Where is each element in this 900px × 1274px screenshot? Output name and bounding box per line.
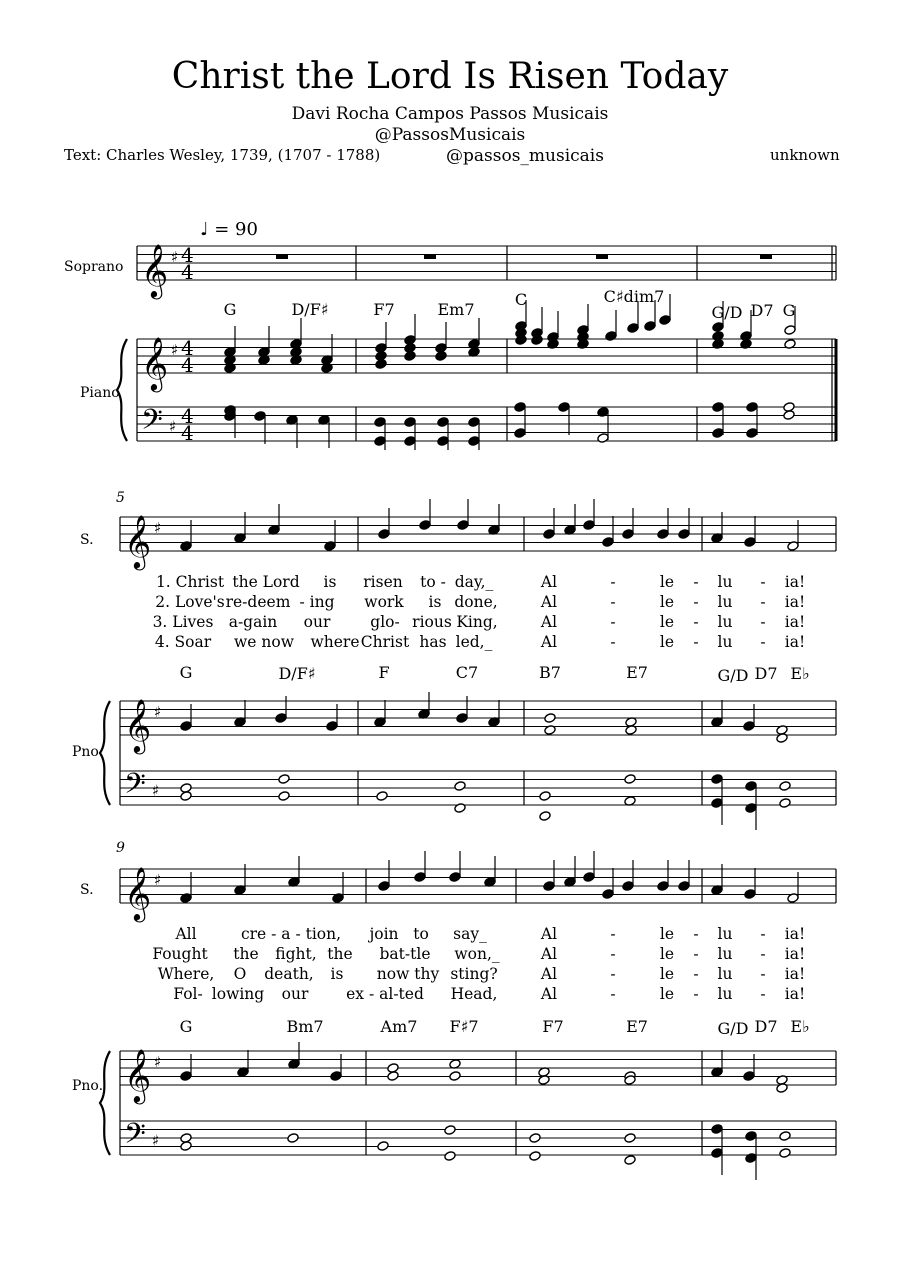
lyric-syllable: All xyxy=(175,925,197,943)
lyric-syllable: - xyxy=(610,593,616,611)
lyric-syllable: - xyxy=(693,633,699,651)
lyric-syllable: is xyxy=(323,573,337,591)
time-signature: 4 xyxy=(181,336,194,360)
lyric-syllable: work xyxy=(364,593,404,611)
notehead xyxy=(627,323,639,334)
lyric-syllable: Fought xyxy=(152,945,208,963)
key-signature: ♯ xyxy=(169,417,177,436)
notehead xyxy=(404,417,416,428)
lyric-syllable: a-gain xyxy=(228,613,278,631)
key-signature: ♯ xyxy=(152,781,160,800)
notehead xyxy=(468,417,480,428)
lyric-syllable: lu xyxy=(717,985,733,1003)
notehead xyxy=(404,436,416,447)
notehead xyxy=(544,713,556,724)
notehead xyxy=(437,436,449,447)
lyric-syllable: lu xyxy=(717,633,733,651)
score-title: Christ the Lord Is Risen Today xyxy=(171,56,729,97)
notehead xyxy=(597,433,609,444)
chord-symbol: Em7 xyxy=(437,300,475,319)
lyric-syllable: - xyxy=(693,985,699,1003)
chord-symbol: Bm7 xyxy=(286,1017,324,1036)
notehead xyxy=(457,520,469,531)
chord-symbol: G xyxy=(179,1017,193,1036)
treble-clef: 𝄞 xyxy=(124,514,152,568)
notehead xyxy=(657,529,669,540)
lyric-syllable: le xyxy=(659,965,675,983)
chord-symbol: F♯7 xyxy=(449,1017,479,1036)
social-handle-1: @PassosMusicais xyxy=(374,125,526,145)
piano-label-short: Pno. xyxy=(72,744,104,760)
lyric-syllable: now thy xyxy=(376,965,440,983)
notehead xyxy=(583,520,595,531)
key-signature: ♯ xyxy=(154,1053,162,1071)
lyric-syllable: glo- xyxy=(370,613,400,631)
lyric-syllable: join xyxy=(369,925,399,943)
composer-credit: unknown xyxy=(770,146,840,164)
notehead xyxy=(745,781,757,792)
lyric-syllable: ia! xyxy=(784,573,806,591)
notehead xyxy=(180,1071,192,1082)
lyric-syllable: - xyxy=(693,613,699,631)
notehead xyxy=(712,428,724,439)
chord-symbol: D7 xyxy=(750,301,774,320)
chord-symbol: F7 xyxy=(373,300,395,319)
notehead xyxy=(180,1141,192,1152)
notehead xyxy=(711,798,723,809)
lyric-syllable: ia! xyxy=(784,613,806,631)
notehead xyxy=(712,402,724,413)
chord-symbol: D/F♯ xyxy=(278,664,316,683)
lyric-syllable: the Lord xyxy=(232,573,300,591)
notehead xyxy=(543,881,555,892)
notehead xyxy=(622,529,634,540)
lyric-syllable: le xyxy=(659,945,675,963)
lyric-syllable: ia! xyxy=(784,965,806,983)
notehead xyxy=(740,331,752,342)
piano-label-short: Pno. xyxy=(72,1078,104,1094)
tempo-value: = 90 xyxy=(214,219,258,240)
chord-symbol: D/F♯ xyxy=(291,300,329,319)
chord-symbol: C xyxy=(514,290,528,309)
notehead xyxy=(444,1151,456,1162)
notehead xyxy=(602,537,614,548)
lyricist-credit: Text: Charles Wesley, 1739, (1707 - 1788) xyxy=(64,146,381,164)
notehead xyxy=(539,811,551,822)
bass-clef: 𝄢 xyxy=(141,403,163,444)
key-signature: ♯ xyxy=(171,248,179,266)
key-signature: ♯ xyxy=(154,519,162,537)
lyric-syllable: Al xyxy=(540,573,558,591)
arranger-credit: Davi Rocha Campos Passos Musicais xyxy=(291,104,609,124)
time-signature: 4 xyxy=(181,353,194,377)
bass-clef: 𝄢 xyxy=(124,767,146,808)
lyric-syllable: 3. Lives xyxy=(152,613,214,631)
lyric-syllable: Al xyxy=(540,985,558,1003)
notehead xyxy=(435,343,447,354)
lyric-syllable: is xyxy=(428,593,442,611)
notehead xyxy=(543,529,555,540)
notehead xyxy=(744,889,756,900)
notehead xyxy=(456,713,468,724)
lyric-syllable: - xyxy=(693,573,699,591)
lyric-syllable: - xyxy=(610,985,616,1003)
treble-clef: 𝄞 xyxy=(124,866,152,920)
lyric-syllable: - xyxy=(610,613,616,631)
notehead xyxy=(180,791,192,802)
soprano-label-short: S. xyxy=(80,882,94,898)
lyric-syllable: lu xyxy=(717,593,733,611)
lyric-syllable: le xyxy=(659,573,675,591)
lyric-syllable: to xyxy=(413,925,429,943)
notehead xyxy=(744,537,756,548)
lyric-syllable: le xyxy=(659,925,675,943)
notehead xyxy=(746,402,758,413)
lyric-syllable: ia! xyxy=(784,593,806,611)
notehead xyxy=(330,1071,342,1082)
treble-clef: 𝄞 xyxy=(141,336,169,390)
lyric-syllable: - xyxy=(610,633,616,651)
notehead xyxy=(776,733,788,744)
notehead xyxy=(275,713,287,724)
notehead xyxy=(377,1141,389,1152)
lyric-syllable: lu xyxy=(717,573,733,591)
lyric-syllable: - xyxy=(760,593,766,611)
chord-symbol: G xyxy=(782,301,796,320)
lyric-syllable: ia! xyxy=(784,925,806,943)
notehead xyxy=(514,428,526,439)
lyric-syllable: rious xyxy=(412,613,452,631)
chord-symbol: G xyxy=(179,663,193,682)
notehead xyxy=(602,889,614,900)
lyric-syllable: le xyxy=(659,613,675,631)
chord-symbol: C7 xyxy=(455,663,479,682)
notehead xyxy=(776,1083,788,1094)
whole-rest xyxy=(424,255,436,260)
chord-symbol: D7 xyxy=(754,1017,778,1036)
time-signature: 4 xyxy=(181,404,194,428)
notehead xyxy=(622,881,634,892)
chord-symbol: D7 xyxy=(754,664,778,683)
notehead xyxy=(711,1124,723,1135)
notehead xyxy=(444,1125,456,1136)
notehead xyxy=(743,1071,755,1082)
notehead xyxy=(180,721,192,732)
chord-symbol: G/D xyxy=(711,303,743,322)
lyric-syllable: le xyxy=(659,985,675,1003)
whole-rest xyxy=(276,255,288,260)
notehead xyxy=(454,803,466,814)
lyric-syllable: sting? xyxy=(450,965,498,983)
lyric-syllable: cre - a - tion, xyxy=(240,925,342,943)
notehead xyxy=(779,1148,791,1159)
time-signature: 4 xyxy=(181,243,194,267)
lyric-syllable: - xyxy=(760,613,766,631)
lyric-syllable: the xyxy=(327,945,353,963)
notehead xyxy=(657,881,669,892)
lyric-syllable: led,_ xyxy=(455,633,493,651)
chord-symbol: E♭ xyxy=(790,1017,810,1036)
social-handle-2: @passos_musicais xyxy=(446,146,604,166)
notehead xyxy=(583,872,595,883)
notehead xyxy=(712,322,724,333)
lyric-syllable: death, xyxy=(264,965,314,983)
lyric-syllable: lu xyxy=(717,613,733,631)
lyric-syllable: say_ xyxy=(453,925,487,943)
lyric-syllable: King, xyxy=(456,613,498,631)
lyric-syllable: Where, xyxy=(157,965,215,983)
chord-symbol: F xyxy=(378,663,390,682)
lyric-syllable: 4. Soar xyxy=(154,633,212,651)
notehead xyxy=(624,774,636,785)
notehead xyxy=(711,1148,723,1159)
lyric-syllable: - xyxy=(693,593,699,611)
lyric-syllable: Al xyxy=(540,613,558,631)
lyric-syllable: bat-tle xyxy=(379,945,431,963)
notehead xyxy=(375,343,387,354)
notehead xyxy=(376,791,388,802)
whole-rest xyxy=(596,255,608,260)
lyric-syllable: fight, xyxy=(275,945,317,963)
key-signature: ♯ xyxy=(171,341,179,359)
notehead xyxy=(644,321,656,332)
lyric-syllable: O xyxy=(233,965,247,983)
lyric-syllable: le xyxy=(659,633,675,651)
notehead xyxy=(378,881,390,892)
lyric-syllable: we now xyxy=(234,633,294,651)
notehead xyxy=(624,1133,636,1144)
notehead xyxy=(743,721,755,732)
lyric-syllable: - xyxy=(610,925,616,943)
notehead xyxy=(514,402,526,413)
lyric-syllable: - xyxy=(760,965,766,983)
lyric-syllable: day,_ xyxy=(454,573,494,591)
notehead xyxy=(783,410,795,421)
lyric-syllable: ia! xyxy=(784,945,806,963)
key-signature: ♯ xyxy=(152,1131,160,1150)
lyric-syllable: 2. Love's xyxy=(155,593,225,611)
treble-clef: 𝄞 xyxy=(141,243,169,297)
lyric-syllable: - xyxy=(760,945,766,963)
notehead xyxy=(605,331,617,342)
whole-rest xyxy=(760,255,772,260)
lyric-syllable: - xyxy=(760,925,766,943)
chord-symbol: G/D xyxy=(717,1019,749,1038)
notehead xyxy=(468,436,480,447)
notehead xyxy=(419,520,431,531)
chord-symbol: Am7 xyxy=(380,1017,418,1036)
chord-symbol: C♯dim7 xyxy=(603,287,665,306)
lyric-syllable: - xyxy=(760,985,766,1003)
lyric-syllable: has xyxy=(419,633,447,651)
lyric-syllable: Al xyxy=(540,945,558,963)
notehead xyxy=(529,1151,541,1162)
time-signature: 4 xyxy=(181,421,194,445)
notehead xyxy=(711,774,723,785)
notehead xyxy=(746,428,758,439)
lyric-syllable: to - xyxy=(420,573,446,591)
measure-number: 9 xyxy=(116,840,125,856)
chord-symbol: G xyxy=(223,300,237,319)
lyric-syllable: le xyxy=(659,593,675,611)
lyric-syllable: lu xyxy=(717,925,733,943)
notehead xyxy=(374,436,386,447)
lyric-syllable: Al xyxy=(540,593,558,611)
chord-symbol: E7 xyxy=(626,1017,648,1036)
notehead xyxy=(659,315,671,326)
quarter-note-icon: ♩ xyxy=(200,219,209,240)
notehead xyxy=(287,1133,299,1144)
notehead xyxy=(254,411,266,422)
notehead xyxy=(449,872,461,883)
lyric-syllable: 1. Christ xyxy=(155,573,225,591)
bass-clef: 𝄢 xyxy=(124,1117,146,1158)
notehead xyxy=(529,1133,541,1144)
lyric-syllable: where xyxy=(310,633,360,651)
notehead xyxy=(378,529,390,540)
lyric-syllable: - xyxy=(610,945,616,963)
notehead xyxy=(745,803,757,814)
notehead xyxy=(624,1155,636,1166)
lyric-syllable: done, xyxy=(454,593,498,611)
lyric-syllable: Fol- xyxy=(173,985,203,1003)
notehead xyxy=(779,781,791,792)
notehead xyxy=(449,1071,461,1082)
lyric-syllable: our xyxy=(281,985,309,1003)
notehead xyxy=(387,1071,399,1082)
notehead xyxy=(779,1131,791,1142)
time-signature: 4 xyxy=(181,260,194,284)
lyric-syllable: risen xyxy=(363,573,403,591)
notehead xyxy=(414,872,426,883)
notehead xyxy=(558,402,570,413)
lyric-syllable: is xyxy=(330,965,344,983)
lyric-syllable: lu xyxy=(717,965,733,983)
lyric-syllable: - xyxy=(693,945,699,963)
soprano-label-short: S. xyxy=(80,532,94,548)
brace xyxy=(100,701,110,805)
notehead xyxy=(278,791,290,802)
key-signature: ♯ xyxy=(154,871,162,889)
chord-symbol: E7 xyxy=(626,663,648,682)
lyric-syllable: - xyxy=(760,633,766,651)
treble-clef: 𝄞 xyxy=(124,698,152,752)
lyric-syllable: ia! xyxy=(784,985,806,1003)
lyric-syllable: re-deem xyxy=(225,593,291,611)
brace xyxy=(100,1051,110,1155)
piano-label: Piano xyxy=(80,385,120,401)
lyric-syllable: - xyxy=(760,573,766,591)
soprano-label: Soprano xyxy=(64,259,124,275)
lyric-syllable: Head, xyxy=(450,985,498,1003)
lyric-syllable: - xyxy=(610,965,616,983)
notehead xyxy=(745,1131,757,1142)
lyric-syllable: - xyxy=(610,573,616,591)
notehead xyxy=(678,529,690,540)
chord-symbol: E♭ xyxy=(790,664,810,683)
lyric-syllable: Christ xyxy=(360,633,410,651)
notehead xyxy=(278,774,290,785)
treble-clef: 𝄞 xyxy=(124,1048,152,1102)
lyric-syllable: Al xyxy=(540,965,558,983)
lyric-syllable: ia! xyxy=(784,633,806,651)
notehead xyxy=(779,798,791,809)
chord-symbol: B7 xyxy=(539,663,561,682)
measure-number: 5 xyxy=(116,490,125,506)
lyric-syllable: ex - al-ted xyxy=(346,985,424,1003)
notehead xyxy=(454,781,466,792)
lyric-syllable: our xyxy=(303,613,331,631)
lyric-syllable: - xyxy=(693,965,699,983)
lyric-syllable: - ing xyxy=(299,593,335,611)
lyric-syllable: Al xyxy=(540,633,558,651)
chord-symbol: F7 xyxy=(542,1017,564,1036)
notehead xyxy=(326,721,338,732)
lyric-syllable: Al xyxy=(540,925,558,943)
notehead xyxy=(539,791,551,802)
notehead xyxy=(745,1153,757,1164)
notehead xyxy=(678,881,690,892)
lyric-syllable: lowing xyxy=(211,985,265,1003)
notehead xyxy=(374,417,386,428)
lyric-syllable: the xyxy=(233,945,259,963)
notehead xyxy=(437,417,449,428)
lyric-syllable: - xyxy=(693,925,699,943)
notehead xyxy=(712,331,724,342)
key-signature: ♯ xyxy=(154,703,162,721)
notehead xyxy=(784,325,796,336)
notehead xyxy=(404,335,416,346)
brace xyxy=(117,339,127,441)
chord-symbol: G/D xyxy=(717,666,749,685)
lyric-syllable: lu xyxy=(717,945,733,963)
lyric-syllable: won,_ xyxy=(454,945,500,963)
